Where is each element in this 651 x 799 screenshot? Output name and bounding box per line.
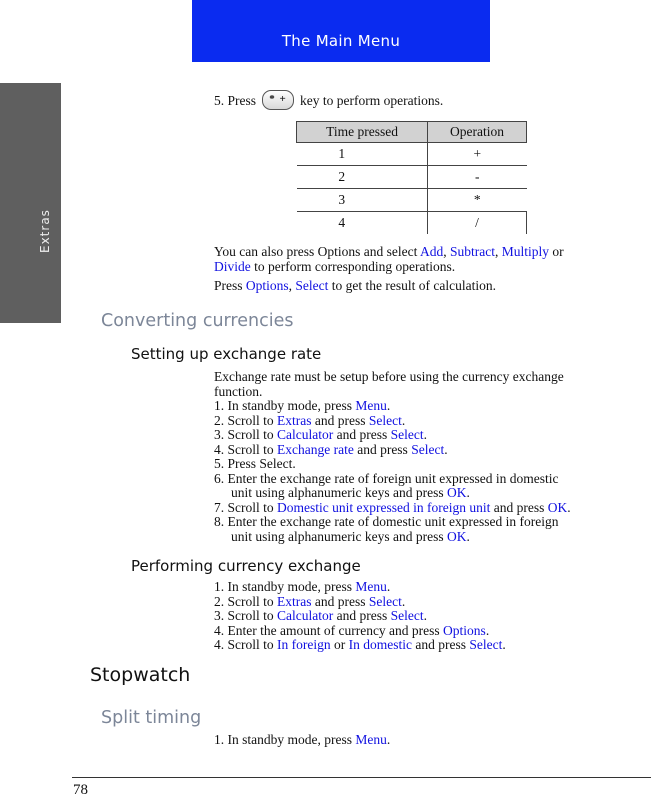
keyword: OK (547, 500, 568, 515)
table-cell: 4 (338, 215, 346, 230)
star-plus-key-icon (262, 90, 294, 110)
text: , (288, 278, 293, 293)
table-cell: 1 (297, 143, 428, 166)
table-row (297, 166, 527, 189)
keyword: Extras (277, 413, 312, 428)
keyword-add: Add (420, 244, 444, 259)
text: . (401, 413, 406, 428)
text: . (423, 427, 427, 442)
text: and press (493, 500, 545, 515)
keyword: Domestic unit expressed in foreign unit (277, 500, 491, 515)
text: You can also press (214, 244, 315, 259)
text: unit using alphanumeric keys and press (231, 529, 444, 544)
perform-step-3 (214, 609, 427, 624)
keyword: OK (446, 485, 467, 500)
text: 1. In standby mode, press (214, 579, 352, 594)
text: 3. Scroll to (214, 427, 274, 442)
keyword: Select (368, 413, 402, 428)
table-header-time-pressed: Time pressed (297, 122, 428, 143)
subsection-heading-performing: Performing currency exchange (131, 557, 361, 575)
text: . (502, 637, 506, 652)
chapter-header-tab (192, 0, 490, 62)
operations-table (296, 121, 527, 234)
exchange-step-6b (231, 486, 470, 501)
text: 2. Scroll to (214, 594, 274, 609)
keyword: Options (443, 623, 486, 638)
table-row (297, 189, 527, 212)
exchange-step-3 (214, 428, 427, 443)
exchange-step-1 (214, 399, 390, 414)
keyword: Menu (355, 732, 387, 747)
text: to get the result of calculation. (331, 278, 496, 293)
subsection-heading-exchange-rate: Setting up exchange rate (131, 345, 322, 363)
step-5-line (214, 92, 443, 112)
text: . (386, 579, 391, 594)
keyword-options: Options (245, 278, 289, 293)
keyword: Select (469, 637, 503, 652)
chapter-title: The Main Menu (281, 32, 401, 50)
keyword-multiply: Multiply (501, 244, 550, 259)
exchange-step-6a: 6. Enter the exchange rate of foreign unit expressed in domestic (214, 471, 559, 486)
text: and press (336, 427, 388, 442)
section-heading-converting: Converting currencies (101, 311, 294, 331)
options-line-1 (214, 245, 564, 260)
text: 2. Scroll to (214, 413, 274, 428)
text: 4. Enter the amount of currency and press (214, 623, 440, 638)
text: 1. In standby mode, press (214, 732, 352, 747)
table-header-operation: Operation (428, 122, 527, 143)
text: or (552, 244, 564, 259)
keyword: Calculator (277, 427, 334, 442)
table-row (297, 212, 527, 235)
footer-rule (72, 777, 651, 778)
text: . (567, 500, 571, 515)
keyword-subtract: Subtract (450, 244, 496, 259)
exchange-step-8a: 8. Enter the exchange rate of domestic unit expressed in foreign (214, 514, 559, 529)
keyword: Menu (355, 579, 387, 594)
text: . (466, 529, 470, 544)
perform-step-1 (214, 580, 390, 595)
keyword: Select (390, 608, 424, 623)
keyword: In foreign (277, 637, 331, 652)
keyword: Extras (277, 594, 312, 609)
options-line-3 (214, 279, 496, 294)
table-cell: / (428, 212, 527, 235)
table-header-row (297, 122, 527, 143)
keyword: Calculator (277, 608, 334, 623)
text: and press (357, 442, 408, 457)
keyword: Select (368, 594, 402, 609)
perform-step-5 (214, 638, 506, 653)
text: or (333, 637, 346, 652)
heading-stopwatch: Stopwatch (90, 664, 191, 686)
section-heading-split-timing: Split timing (101, 708, 202, 728)
text: 7. Scroll to (214, 500, 274, 515)
text: . (444, 442, 448, 457)
text: , (443, 244, 447, 259)
text: Press (214, 278, 243, 293)
keyword-divide: Divide (214, 259, 251, 274)
text: 3. Scroll to (214, 608, 274, 623)
text: . (485, 623, 490, 638)
keyword-options: Options (317, 244, 361, 259)
text: 4. Scroll to (214, 442, 274, 457)
table-cell: - (428, 166, 527, 189)
text: . (386, 732, 391, 747)
text: and press (415, 637, 466, 652)
step-5-prefix: 5. Press (214, 93, 257, 109)
exchange-intro-2: function. (214, 384, 263, 399)
table-cell: + (428, 143, 527, 166)
step-5-suffix: key to perform operations. (300, 93, 444, 109)
keyword: Select (390, 427, 424, 442)
text: . (466, 485, 470, 500)
text: and press (314, 413, 366, 428)
side-section-tab (0, 83, 61, 323)
text: . (401, 594, 406, 609)
text: unit using alphanumeric keys and press (231, 485, 444, 500)
text: and select (363, 244, 418, 259)
exchange-step-5: 5. Press Select. (214, 456, 296, 471)
text: , (495, 244, 499, 259)
split-step-1 (214, 733, 390, 748)
keyword: Select (411, 442, 445, 457)
table-row (297, 143, 527, 166)
text: and press (314, 594, 366, 609)
side-tab-label: Extras (38, 209, 52, 253)
table-cell: 3 (297, 189, 428, 212)
table-cell: * (428, 189, 527, 212)
keyword: Exchange rate (277, 442, 354, 457)
text: 1. In standby mode, press (214, 398, 352, 413)
exchange-intro-1: Exchange rate must be setup before using the currency exchange (214, 369, 564, 384)
keyword: OK (446, 529, 467, 544)
options-line-2 (214, 260, 455, 275)
keyword: Menu (355, 398, 387, 413)
keyword-select: Select (295, 278, 329, 293)
exchange-step-8b (231, 530, 470, 545)
text: . (386, 398, 391, 413)
text: and press (336, 608, 388, 623)
keyword: In domestic (348, 637, 412, 652)
text: . (423, 608, 427, 623)
text: 4. Scroll to (214, 637, 274, 652)
page-number: 78 (73, 782, 88, 798)
text: to perform corresponding operations. (254, 259, 456, 274)
table-cell: 2 (297, 166, 428, 189)
key-symbol: * + (269, 93, 287, 105)
